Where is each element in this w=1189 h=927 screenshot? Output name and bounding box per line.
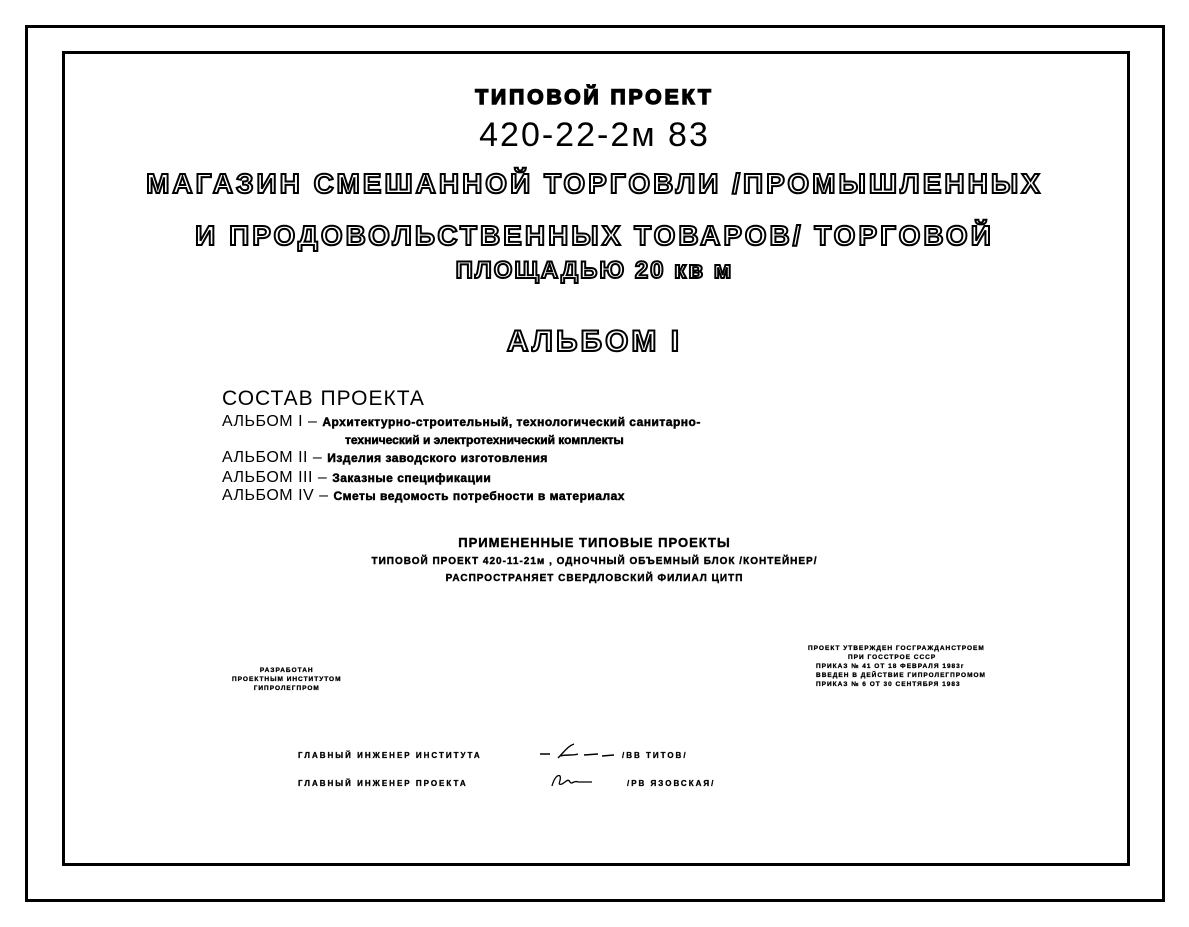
album-desc: Архитектурно-строительный, технологический санитарно-: [322, 415, 701, 429]
signature-role: ГЛАВНЫЙ ИНЖЕНЕР ПРОЕКТА: [298, 779, 468, 788]
album-item: [222, 413, 701, 431]
composition-title: СОСТАВ ПРОЕКТА: [222, 387, 425, 410]
album-item: [222, 469, 491, 487]
album-desc: Заказные спецификации: [332, 471, 492, 485]
album-desc: Сметы ведомость потребности в материалах: [333, 489, 625, 503]
title-line-1: МАГАЗИН СМЕШАННОЙ ТОРГОВЛИ /ПРОМЫШЛЕННЫХ: [146, 168, 1043, 199]
project-type-heading: ТИПОВОЙ ПРОЕКТ: [475, 86, 714, 109]
developer-line: ГИПРОЛЕГПРОМ: [253, 685, 320, 692]
album-label: АЛЬБОМ I –: [222, 413, 318, 430]
developer-line: РАЗРАБОТАН: [259, 667, 314, 674]
approval-line: ПРИКАЗ № 41 ОТ 18 ФЕВРАЛЯ 1983г: [816, 663, 965, 670]
applied-projects-title: ПРИМЕНЕННЫЕ ТИПОВЫЕ ПРОЕКТЫ: [458, 535, 731, 550]
signature-name: /ВВ ТИТОВ/: [622, 751, 688, 760]
project-number: 420-22-2м 83: [479, 116, 710, 154]
applied-projects-line-2: РАСПРОСТРАНЯЕТ СВЕРДЛОВСКИЙ ФИЛИАЛ ЦИТП: [445, 573, 744, 584]
album-title: АЛЬБОМ I: [506, 325, 683, 358]
title-line-3: ПЛОЩАДЬЮ 20 кв м: [455, 257, 734, 284]
signature-2-image: [548, 770, 598, 792]
applied-projects-line-1: ТИПОВОЙ ПРОЕКТ 420-11-21м , ОДНОЧНЫЙ ОБЪЕМНЫЙ БЛОК /КОНТЕЙНЕР/: [371, 556, 818, 567]
album-item: [222, 487, 625, 505]
approval-line: ВВЕДЕН В ДЕЙСТВИЕ ГИПРОЛЕГПРОМОМ: [816, 672, 986, 679]
approval-line: ПРИКАЗ № 6 ОТ 30 СЕНТЯБРЯ 1983: [816, 681, 961, 688]
title-line-2: И ПРОДОВОЛЬСТВЕННЫХ ТОВАРОВ/ ТОРГОВОЙ: [195, 220, 994, 251]
developer-block: [232, 666, 342, 693]
album-label: АЛЬБОМ IV –: [222, 487, 329, 504]
approval-line: ПРОЕКТ УТВЕРЖДЕН ГОСГРАЖДАНСТРОЕМ: [808, 645, 985, 652]
album-label: АЛЬБОМ II –: [222, 449, 323, 466]
developer-line: ПРОЕКТНЫМ ИНСТИТУТОМ: [232, 676, 342, 683]
album-desc: Изделия заводского изготовления: [327, 451, 548, 465]
album-desc-continued: технический и электротехнический комплекты: [345, 433, 624, 447]
approval-block: [808, 644, 986, 689]
signature-1-image: [538, 742, 618, 764]
signature-name: /РВ ЯЗОВСКАЯ/: [627, 779, 716, 788]
signature-role: ГЛАВНЫЙ ИНЖЕНЕР ИНСТИТУТА: [298, 751, 482, 760]
album-item: [222, 449, 548, 467]
album-label: АЛЬБОМ III –: [222, 469, 328, 486]
approval-line: ПРИ ГОССТРОЕ СССР: [848, 654, 937, 661]
